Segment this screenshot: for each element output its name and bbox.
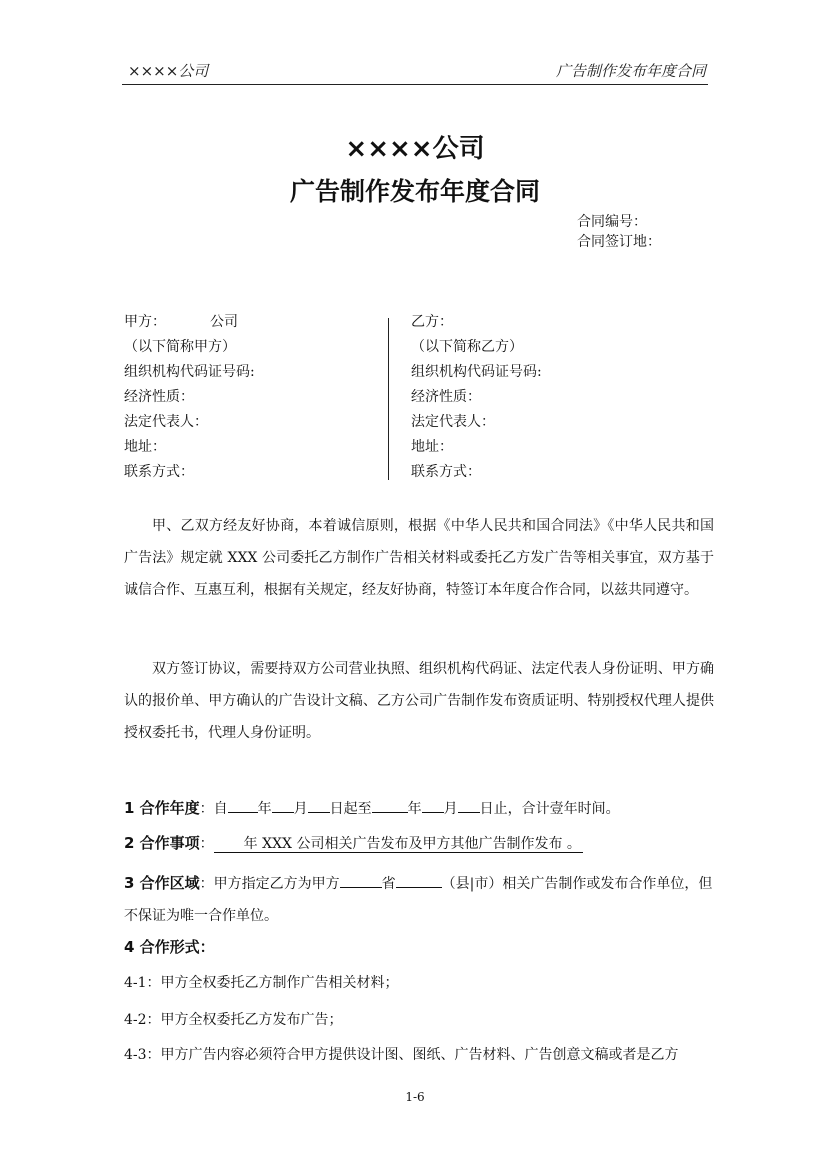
blank-end-day bbox=[458, 798, 480, 813]
header-company: ××××公司 bbox=[128, 62, 209, 80]
blank-province bbox=[340, 873, 382, 888]
party-a-alias: （以下简称甲方） bbox=[124, 339, 236, 355]
section-1-label: 1 合作年度 bbox=[124, 799, 200, 817]
form-item-2: 4-2：甲方全权委托乙方发布广告； bbox=[124, 1012, 343, 1028]
section-cooperation-area: 3 合作区域：甲方指定乙方为甲方 省 （县|市）相关广告制作或发布合作单位，但不保证为唯一合作单位。 bbox=[124, 874, 713, 924]
party-b-econ: 经济性质： bbox=[411, 389, 481, 405]
party-b-block bbox=[411, 310, 542, 485]
blank-start-year bbox=[228, 798, 258, 813]
cooperation-matters-value: 年 XXX 公司相关广告发布及甲方其他广告制作发布 。 bbox=[214, 836, 583, 853]
party-a-addr: 地址： bbox=[124, 439, 166, 455]
section-cooperation-year: 1 合作年度：自 年 月 日起至 年 月 日止，合计壹年时间。 bbox=[124, 799, 620, 817]
party-b-name: 乙方： bbox=[411, 314, 453, 330]
party-b-alias: （以下简称乙方） bbox=[411, 339, 523, 355]
party-a-block bbox=[124, 310, 255, 485]
section-cooperation-matters: 2 合作事项： 年 XXX 公司相关广告发布及甲方其他广告制作发布 。 bbox=[124, 834, 581, 852]
blank-end-year bbox=[372, 798, 408, 813]
page-title: 广告制作发布年度合同 bbox=[289, 177, 540, 206]
page-title-company: ××××公司 bbox=[345, 134, 485, 164]
party-a-econ: 经济性质： bbox=[124, 389, 194, 405]
party-a-rep: 法定代表人： bbox=[124, 414, 208, 430]
party-b-rep: 法定代表人： bbox=[411, 414, 495, 430]
signing-place: 合同签订地： bbox=[577, 234, 661, 250]
header-rule bbox=[122, 84, 708, 85]
header-doc-title: 广告制作发布年度合同 bbox=[555, 62, 706, 80]
form-item-3: 4-3：甲方广告内容必须符合甲方提供设计图、图纸、广告材料、广告创意文稿或者是乙方 bbox=[124, 1047, 679, 1063]
section-4-label: 4 合作形式 bbox=[124, 938, 200, 956]
party-b-org-code: 组织机构代码证号码: bbox=[411, 364, 542, 380]
party-b-addr: 地址： bbox=[411, 439, 453, 455]
party-b-contact: 联系方式： bbox=[411, 464, 481, 480]
blank-start-day bbox=[308, 798, 330, 813]
blank-end-month bbox=[422, 798, 444, 813]
intro-paragraph: 甲、乙双方经友好协商，本着诚信原则，根据《中华人民共和国合同法》《中华人民共和国广告法》规定就 XXX 公司委托乙方制作广告相关材料或委托乙方发广告等相关事宜，双方基于诚信合作、互惠互利，根据有关规定，经友好协商，特签订本年度合作合同，以兹共同遵守。 bbox=[124, 518, 714, 598]
section-cooperation-form: 4 合作形式： bbox=[124, 938, 215, 956]
party-a-contact: 联系方式： bbox=[124, 464, 194, 480]
contract-number: 合同编号： bbox=[577, 214, 647, 230]
party-divider bbox=[388, 318, 389, 480]
party-a-name: 甲方： 公司 bbox=[124, 314, 238, 330]
form-item-1: 4-1：甲方全权委托乙方制作广告相关材料； bbox=[124, 975, 399, 991]
section-2-label: 2 合作事项 bbox=[124, 834, 200, 852]
blank-start-month bbox=[272, 798, 294, 813]
blank-county bbox=[396, 873, 442, 888]
page-number: 1-6 bbox=[405, 1090, 425, 1104]
requirements-paragraph: 双方签订协议，需要持双方公司营业执照、组织机构代码证、法定代表人身份证明、甲方确认的报价单、甲方确认的广告设计文稿、乙方公司广告制作发布资质证明、特别授权代理人提供授权委托书，代理人身份证明。 bbox=[124, 661, 714, 741]
section-3-label: 3 合作区域 bbox=[124, 874, 200, 892]
party-a-org-code: 组织机构代码证号码: bbox=[124, 364, 255, 380]
